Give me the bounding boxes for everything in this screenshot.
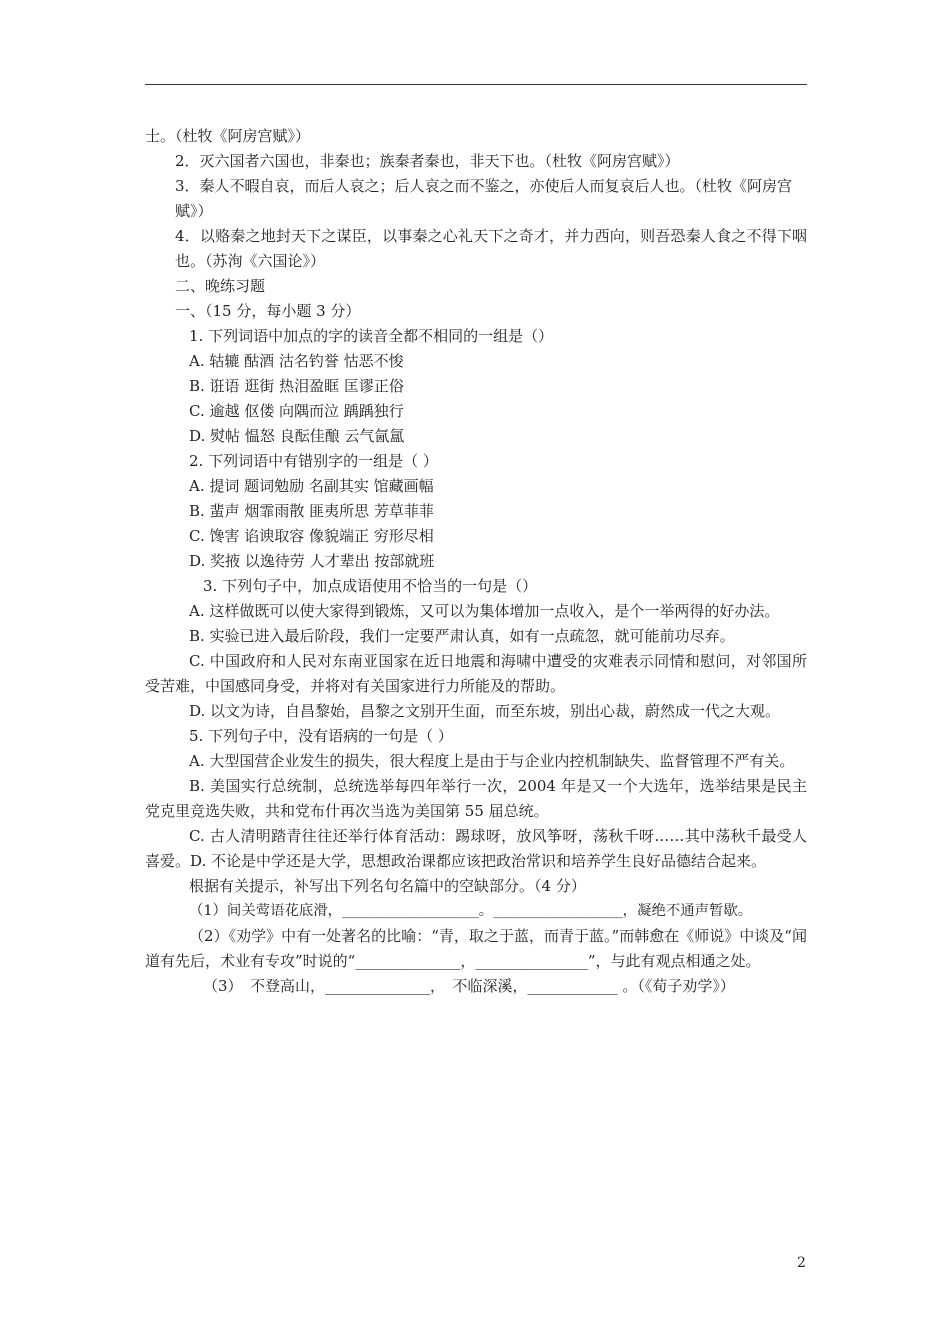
- fill-blank-item: （1）间关莺语花底滑，___________________。__________________，凝绝不通声暂歇。: [189, 903, 753, 919]
- question: 3. 下列句子中，加点成语使用不恰当的一句是（）: [203, 577, 538, 595]
- option: C. 逾越 伛偻 向隅而泣 踽踽独行: [189, 402, 404, 420]
- option: D. 以文为诗，自昌黎始，昌黎之文别开生面，而至东坡，别出心裁，蔚然成一代之大观。: [189, 702, 781, 720]
- document-body: [145, 124, 807, 999]
- section-heading: 一、（15 分，每小题 3 分）: [175, 302, 361, 320]
- option: C. 馋害 谄谀取容 像貌端正 穷形尽相: [189, 527, 434, 545]
- section-heading: 二、晚练习题: [175, 277, 266, 295]
- fill-blank-item: （2）《劝学》中有一处著名的比喻：“青，取之于蓝，而青于蓝。”而韩愈在《师说》中谈及“闻道有先后，术业有专攻”时说的“______________，_______________”，与此有观点相通之处。: [145, 927, 807, 970]
- text-line: 3．秦人不暇自哀，而后人哀之；后人哀之而不鉴之，亦使后人而复哀后人也。（杜牧《阿房宫赋》）: [175, 177, 793, 220]
- question: 2. 下列词语中有错别字的一组是（ ）: [189, 452, 438, 470]
- option: B. 蜚声 烟霏雨散 匪夷所思 芳草菲菲: [189, 502, 434, 520]
- instruction: 根据有关提示，补写出下列名句名篇中的空缺部分。（4 分）: [189, 877, 586, 895]
- fill-blank-item: （3） 不登高山，______________， 不临深溪，____________ 。（《荀子劝学》）: [203, 977, 735, 995]
- option: C. 中国政府和人民对东南亚国家在近日地震和海啸中遭受的灾难表示同情和慰问，对邻国所受苦难，中国感同身受，并将对有关国家进行力所能及的帮助。: [145, 652, 807, 695]
- option: C. 古人清明踏青往往还举行体育活动：踢球呀，放风筝呀，荡秋千呀……其中荡秋千最受人喜爱。D. 不论是中学还是大学，思想政治课都应该把政治常识和培养学生良好品德结合起来。: [145, 827, 807, 870]
- option: D. 熨帖 愠怒 良酝佳酿 云气氤氲: [189, 427, 405, 445]
- question: 5. 下列句子中，没有语病的一句是（ ）: [189, 727, 453, 745]
- text-line: 2．灭六国者六国也，非秦也；族秦者秦也，非天下也。（杜牧《阿房宫赋》）: [175, 152, 680, 170]
- option: D. 奖掖 以逸待劳 人才辈出 按部就班: [189, 552, 435, 570]
- text-line: 士。（杜牧《阿房宫赋》）: [145, 127, 311, 145]
- text-line: 4．以赂秦之地封天下之谋臣，以事秦之心礼天下之奇才，并力西向，则吾恐秦人食之不得下咽也。（苏洵《六国论》）: [175, 227, 807, 270]
- header-rule: [145, 84, 807, 85]
- option: A. 大型国营企业发生的损失，很大程度上是由于与企业内控机制缺失、监督管理不严有关。: [189, 752, 795, 770]
- option: A. 这样做既可以使大家得到锻炼，又可以为集体增加一点收入，是个一举两得的好办法。: [189, 602, 780, 620]
- option: A. 轱辘 酤酒 沽名钓誉 怙恶不悛: [189, 352, 404, 370]
- option: B. 诳语 逛街 热泪盈眶 匡谬正俗: [189, 377, 404, 395]
- option: B. 美国实行总统制，总统选举每四年举行一次，2004 年是又一个大选年，选举结果是民主党克里竞选失败，共和党布什再次当选为美国第 55 届总统。: [145, 777, 807, 820]
- page-number: 2: [797, 1255, 806, 1271]
- option: A. 提词 题词勉励 名副其实 馆藏画幅: [189, 477, 434, 495]
- question: 1. 下列词语中加点的字的读音全都不相同的一组是（）: [189, 327, 554, 345]
- option: B. 实验已进入最后阶段，我们一定要严肃认真，如有一点疏忽，就可能前功尽弃。: [189, 627, 735, 645]
